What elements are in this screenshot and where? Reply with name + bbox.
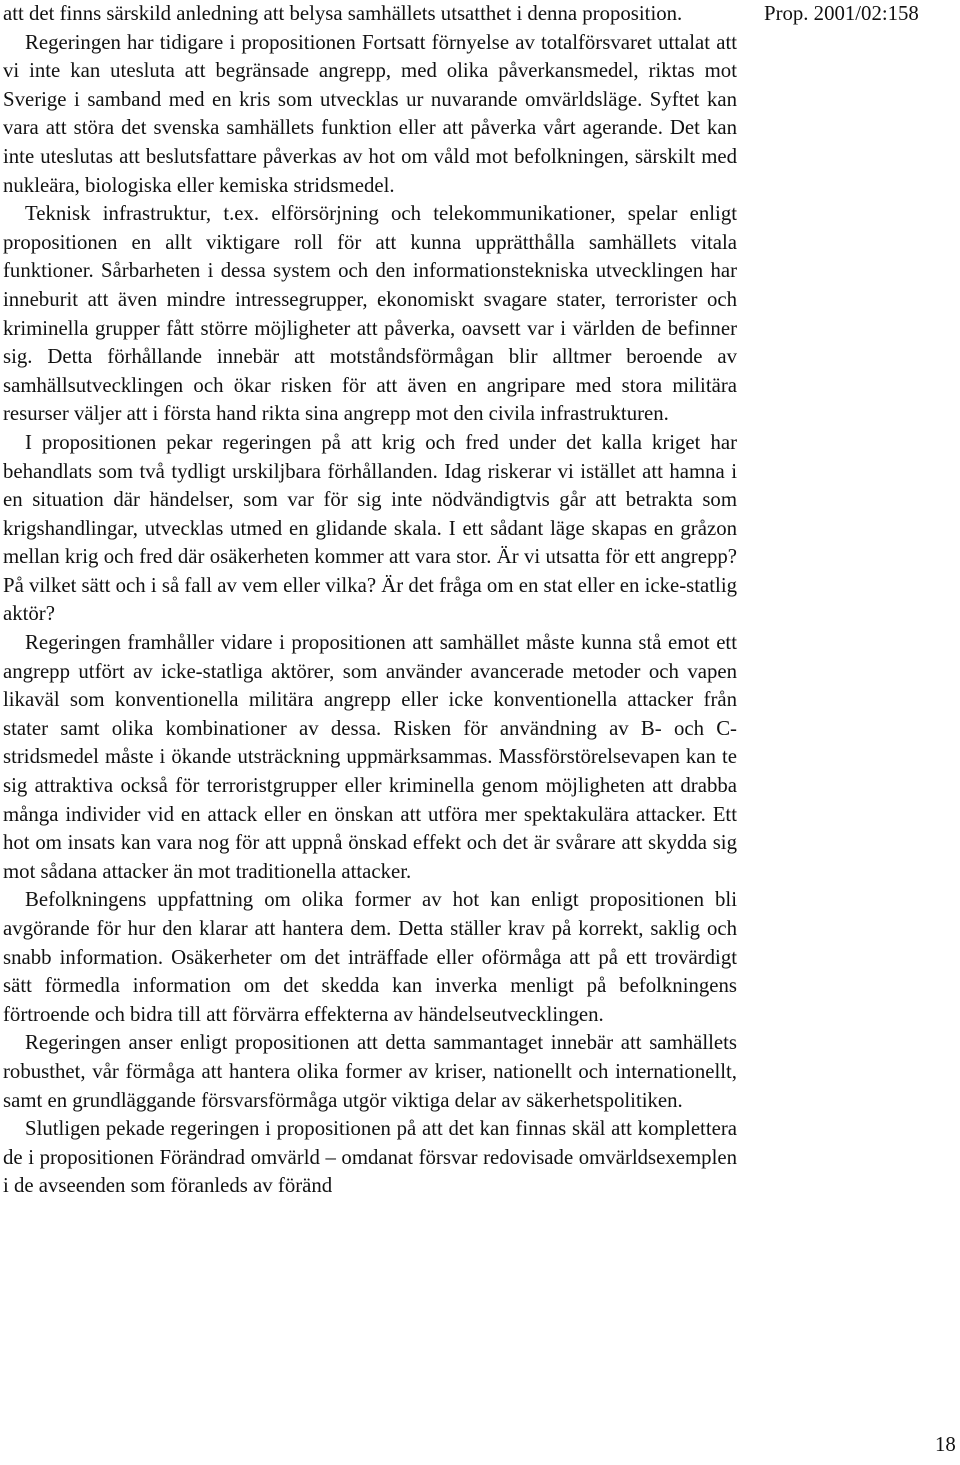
page-number: 18 [935,1433,956,1456]
paragraph: I propositionen pekar regeringen på att krig och fred under det kalla kriget har behandlats som två tydligt urskiljbara förhållanden. Idag riskerar vi istället att hamna i en situation där händelser, som var för sig inte nödvändigtvis går att betrakta som krigshandlingar, utvecklas utmed en glidande skala. I ett sådant läge skapas en gråzon mellan krig och fred där osäkerheten kommer att vara stor. Är vi utsatta för ett angrepp? På vilket sätt och i så fall av vem eller vilka? Är det fråga om en stat eller en icke-statlig aktör? [3,430,737,626]
paragraph-continuation: att det finns särskild anledning att belysa samhällets utsatthet i denna proposition. [3,2,683,25]
proposition-reference: Prop. 2001/02:158 [764,2,919,25]
paragraph: Befolkningens uppfattning om olika former av hot kan enligt propositionen bli avgörande för hur den klarar att hantera dem. Detta ställer krav på korrekt, saklig och snabb information. Osäkerheter om det inträffade eller oförmåga att på ett trovärdigt sätt förmedla information om det skedda kan inverka menligt på befolkningens förtroende och bidra till att förvärra effekterna av händelseutvecklingen. [3,888,737,1026]
paragraph: Teknisk infrastruktur, t.ex. elförsörjning och telekommunikationer, spelar enligt propositionen en allt viktigare roll för att kunna upprätthålla samhällets vitala funktioner. Sårbarheten i dessa system och den informationstekniska utvecklingen har inneburit att även mindre intressegrupper, ekonomiskt svagare stater, terrorister och kriminella grupper fått större möjligheter att påverka, oavsett var i världen de befinner sig. Detta förhållande innebär att motståndsförmågan blir alltmer beroende av samhällsutvecklingen och ökar risken för att även en angripare med stora militära resurser väljer att i första hand rikta sina angrepp mot den civila infrastrukturen. [3,202,737,426]
paragraph: Regeringen anser enligt propositionen att detta sammantaget innebär att samhällets robusthet, vår förmåga att hantera olika former av kriser, nationellt och internationellt, samt en grundläggande försvarsförmåga utgör viktiga delar av säkerhetspolitiken. [3,1031,737,1112]
paragraph: Regeringen har tidigare i propositionen Fortsatt förnyelse av totalförsvaret uttalat att vi inte kan utesluta att begränsade angrepp, med olika påverkansmedel, riktas mot Sverige i samband med en kris som utvecklas ur nuvarande omvärldsläge. Syftet kan vara att störa det svenska samhällets funktion eller att påverka vårt agerande. Det kan inte uteslutas att beslutsfattare påverkas av hot om våld mot befolkningen, särskilt med nukleära, biologiska eller kemiska stridsmedel. [3,30,737,197]
paragraph: Regeringen framhåller vidare i propositionen att samhället måste kunna stå emot ett angrepp utfört av icke-statliga aktörer, som använder avancerade metoder och vapen likaväl som konventionella militära angrepp eller icke konventionella attacker från stater samt olika kombinationer av dessa. Risken för användning av B- och C-stridsmedel måste i ökande utsträckning uppmärksammas. Massförstörelsevapen kan te sig attraktiva också för terroristgrupper eller kriminella genom möjligheten att drabba många individer vid en attack eller en önskan att utföra mer spektakulära attacker. Ett hot om insats kan vara nog för att uppnå önskad effekt och det är svårare att skydda sig mot sådana attacker än mot traditionella attacker. [3,631,737,883]
body-text [3,0,737,1201]
paragraph: Slutligen pekade regeringen i propositionen på att det kan finnas skäl att komplettera de i propositionen Förändrad omvärld – omdanat försvar redovisade omvärldsexemplen i de avseenden som föranleds av föränd [3,1117,737,1198]
